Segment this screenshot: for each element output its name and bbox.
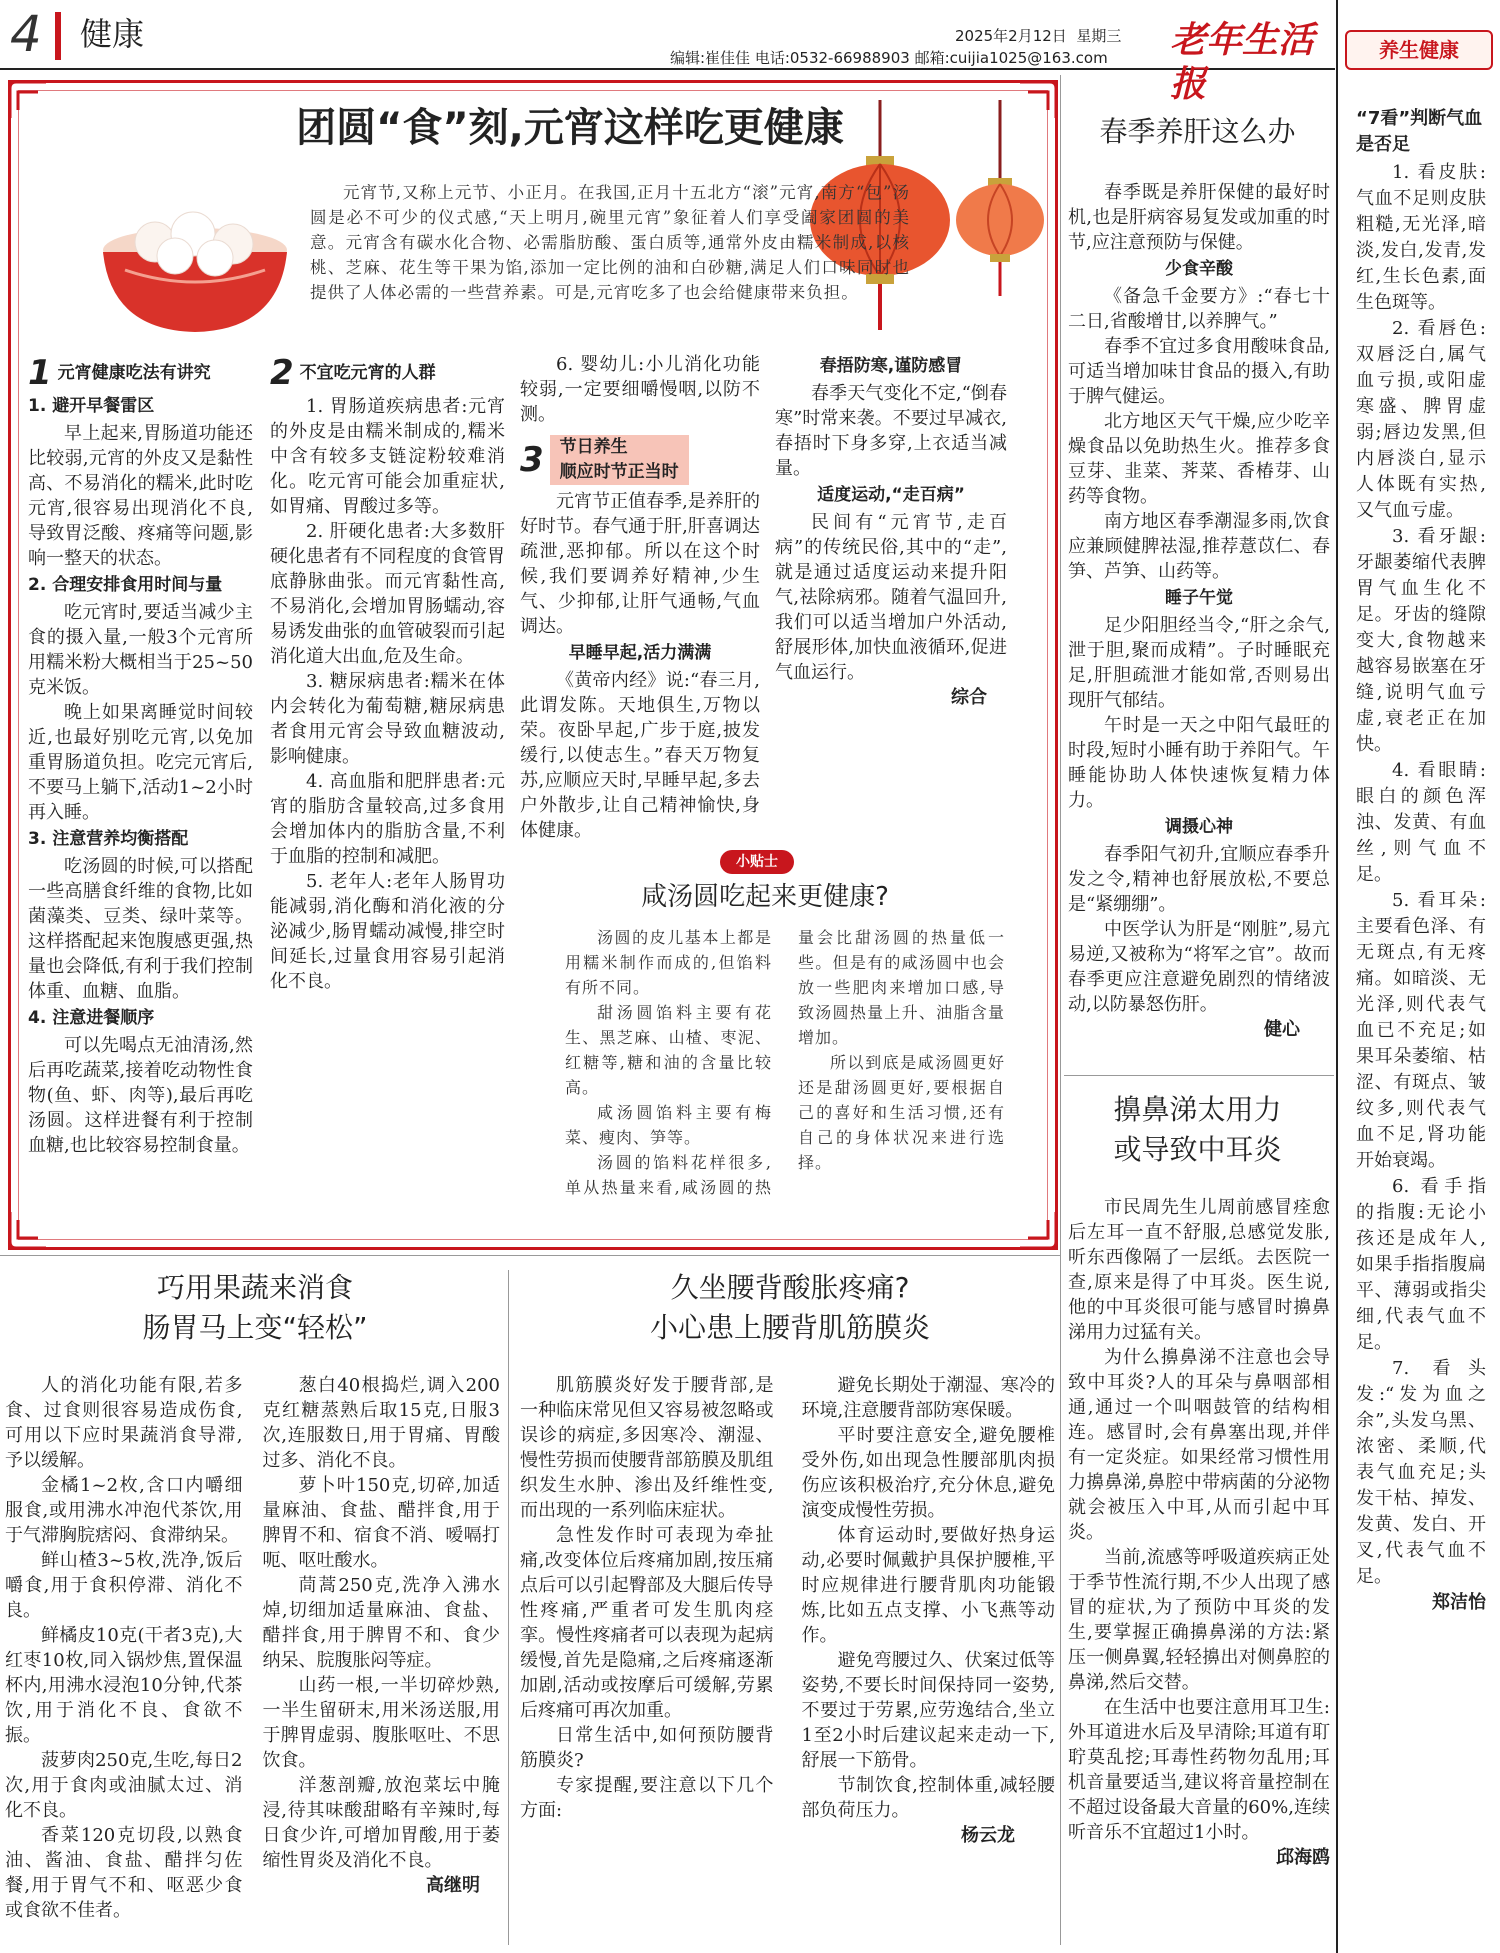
section-3-title-1: 节日养生 (559, 437, 628, 457)
s2-para-2: 2. 肝硬化患者:大多数肝硬化患者有不同程度的食管胃底静脉曲张。而元宵黏性高,不易消化,会增加胃肠蠕动,容易诱发曲张的血管破裂而引起消化道大出血,危及生命。 (270, 521, 505, 667)
page-number: 4 (10, 5, 42, 63)
divider-veg-back (508, 1270, 509, 1945)
sidebar-author: 郑洁怡 (1432, 1592, 1486, 1613)
back-title (520, 1268, 1060, 1348)
s1-subhead-3: 3. 注意营养均衡搭配 (28, 829, 189, 849)
veg-para-9: 茼蒿250克,洗净入沸水焯,切细加适量麻油、食盐、醋拌食,用于脾胃不和、食少纳呆、脘腹胀闷等症。 (262, 1575, 500, 1671)
veg-author: 高继明 (426, 1875, 480, 1896)
s3-subhead-b: 春捂防寒,谨防感冒 (819, 356, 963, 376)
veg-para-5: 菠萝肉250克,生吃,每日2次,用于食肉或油腻太过、消化不良。 (5, 1750, 243, 1821)
sidebar-article (1356, 106, 1486, 1946)
tips-para-5: 所以到底是咸汤圆更好还是甜汤圆更好,要根据自己的喜好和生活习惯,还有自己的身体状况来进行选择。 (798, 1053, 1005, 1172)
tips-para-4: 汤圆的馅料花样很多,单从热量来看,咸汤圆的热量会比甜汤圆的热量低一些。但是有的咸汤圆中也会放一些肥肉来增加口感,导致汤圆热量上升、油脂含量增加。 (565, 928, 1005, 1197)
liver-para-9: 中医学认为肝是“刚脏”,易亢易逆,又被称为“将军之官”。故而春季更应注意避免剧烈的情绪波动,以防暴怒伤肝。 (1068, 919, 1330, 1015)
back-article (520, 1373, 1055, 1948)
veg-para-1: 人的消化功能有限,若多食、过食则很容易造成伤食,可用以下应时果蔬消食导滞,予以缓解。 (5, 1375, 243, 1471)
s3-subhead-c: 适度运动,“走百病” (817, 485, 965, 505)
feature-col-2 (270, 352, 505, 1237)
sidebar-body (1356, 160, 1486, 1590)
sidebar-title: “7看”判断气血是否足 (1356, 108, 1483, 155)
divider-main-right (1060, 75, 1061, 1945)
liver-author: 健心 (1264, 1019, 1300, 1040)
s2-para-5: 5. 老年人:老年人肠胃功能减弱,消化酶和消化液的分泌减少,肠胃蠕动减慢,排空时间延长,过量食用容易引起消化不良。 (270, 871, 505, 992)
section-1-header (28, 353, 253, 393)
s3-para-b: 春季天气变化不定,“倒春寒”时常来袭。不要过早减衣,春捂时下身多穿,上衣适当减量。 (775, 383, 1007, 479)
divider-liver-nose (1064, 1075, 1334, 1076)
nose-para-4: 在生活中也要注意用耳卫生:外耳道进水后及早清除;耳道有耵聍莫乱挖;耳毒性药物勿乱用;耳机音量要适当,建议将音量控制在不超过设备最大音量的60%,连续听音乐不宜超过1小时。 (1068, 1697, 1330, 1843)
back-para-9: 节制饮食,控制体重,减轻腰部负荷压力。 (801, 1775, 1055, 1821)
back-author: 杨云龙 (961, 1825, 1015, 1846)
yuanxiao-bowl-illustration (95, 190, 295, 340)
veg-para-6: 香菜120克切段,以熟食油、酱油、食盐、醋拌匀佐餐,用于胃气不和、呕恶少食或食欲不佳者。 (5, 1825, 243, 1921)
liver-subhead-1: 少食辛酸 (1165, 259, 1233, 279)
feature-intro-text: 元宵节,又称上元节、小正月。在我国,正月十五北方“滚”元宵,南方“包”汤圆是必不可少的仪式感,“天上明月,碗里元宵”象征着人们享受阖家团圆的美意。元宵含有碳水化合物、必需脂肪酸、蛋白质等,通常外皮由糯米制成,以核桃、芝麻、花生等干果为馅,添加一定比例的油和白砂糖,满足人们口味同时也提供了人体必需的一些营养素。可是,元宵吃多了也会给健康带来负担。 (310, 183, 910, 302)
nose-para-3: 当前,流感等呼吸道疾病正处于季节性流行期,不少人出现了感冒的症状,为了预防中耳炎的发生,要掌握正确擤鼻涕的方法:紧压一侧鼻翼,轻轻擤出对侧鼻腔的鼻涕,然后交替。 (1068, 1547, 1330, 1693)
veg-title (20, 1268, 490, 1348)
tips-para-2: 甜汤圆馅料主要有花生、黑芝麻、山楂、枣泥、红糖等,糖和油的含量比较高。 (565, 1003, 772, 1097)
s1-para-2b: 晚上如果离睡觉时间较近,也最好别吃元宵,以免加重胃肠道负担。吃完元宵后,不要马上躺下,活动1~2小时再入睡。 (28, 702, 253, 823)
nose-article (1068, 1195, 1330, 1945)
s3-para-c: 民间有“元宵节,走百病”的传统民俗,其中的“走”,就是通过适度运动来提升阳气,祛除病邪。随着气温回升,我们可以适当增加户外活动,舒展形体,加快血液循环,促进气血运行。 (775, 512, 1007, 683)
s1-para-1: 早上起来,胃肠道功能还比较弱,元宵的外皮又是黏性高、不易消化的糯米,此时吃元宵,很容易出现消化不良,导致胃泛酸、疼痛等问题,影响一整天的状态。 (28, 423, 253, 569)
veg-para-7: 葱白40根捣烂,调入200克红糖蒸熟后取15克,日服3次,连服数日,用于胃痛、胃酸过多、消化不良。 (262, 1375, 500, 1471)
sidebar-para-7: 7. 看头发:“发为血之余”,头发乌黑、浓密、柔顺,代表气血充足;头发干枯、掉发、发黄、发白、开叉,代表气血不足。 (1356, 1358, 1486, 1587)
section-3-header (520, 435, 760, 485)
back-para-8: 避免弯腰过久、伏案过低等姿势,不要长时间保持同一姿势,不要过于劳累,应劳逸结合,坐立1至2小时后建议起来走动一下,舒展一下筋骨。 (801, 1650, 1055, 1771)
back-para-4: 专家提醒,要注意以下几个方面: (520, 1775, 774, 1821)
veg-body (5, 1373, 500, 1923)
s1-subhead-4: 4. 注意进餐顺序 (28, 1008, 155, 1028)
s3-intro: 元宵节正值春季,是养肝的好时节。春气通于肝,肝喜调达疏泄,恶抑郁。所以在这个时候,我们要调养好精神,少生气、少抑郁,让肝气通畅,气血调达。 (520, 491, 760, 637)
back-para-6: 平时要注意安全,避免腰椎受外伤,如出现急性腰部肌肉损伤应该积极治疗,充分休息,避免演变成慢性劳损。 (801, 1425, 1055, 1521)
liver-para-4: 北方地区天气干燥,应少吃辛燥食品以免助热生火。推荐多食豆芽、韭菜、荠菜、香椿芽、山药等食物。 (1068, 411, 1330, 507)
veg-title-line-2: 肠胃马上变“轻松” (142, 1311, 368, 1344)
liver-para-5: 南方地区春季潮湿多雨,饮食应兼顾健脾祛湿,推荐薏苡仁、春笋、芦笋、山药等。 (1068, 511, 1330, 582)
s3-author: 综合 (951, 687, 987, 708)
sidebar-para-6: 6. 看手指的指腹:无论小孩还是成年人,如果手指指腹扁平、薄弱或指尖细,代表气血不足。 (1356, 1176, 1486, 1353)
sidebar-para-2: 2. 看唇色:双唇泛白,属气血亏损,或阳虚寒盛、脾胃虚弱;唇边发黑,但内唇淡白,显示人体既有实热,又气血亏虚。 (1356, 318, 1486, 521)
back-para-5: 避免长期处于潮湿、寒冷的环境,注意腰背部防寒保暖。 (801, 1375, 1055, 1421)
s1-para-4: 可以先喝点无油清汤,然后再吃蔬菜,接着吃动物性食物(鱼、虾、肉等),最后再吃汤圆。这样进餐有利于控制血糖,也比较容易控制食量。 (28, 1035, 253, 1156)
liver-para-8: 春季阳气初升,宜顺应春季升发之令,精神也舒展放松,不要总是“紧绷绷”。 (1068, 844, 1330, 915)
frame-corner-tl (8, 80, 48, 120)
liver-para-2: 《备急千金要方》:“春七十二日,省酸增甘,以养脾气。” (1068, 286, 1330, 332)
liver-para-6: 足少阳胆经当令,“肝之余气,泄于胆,聚而成精”。子时睡眠充足,肝胆疏泄才能如常,否则易出现肝气郁结。 (1068, 615, 1330, 711)
section-3-number: 3 (520, 440, 544, 480)
s1-para-3: 吃汤圆的时候,可以搭配一些高膳食纤维的食物,比如菌藻类、豆类、绿叶菜等。这样搭配起来饱腹感更强,热量也会降低,有利于我们控制体重、血糖、血脂。 (28, 856, 253, 1002)
back-para-1: 肌筋膜炎好发于腰背部,是一种临床常见但又容易被忽略或误诊的病症,多因寒冷、潮湿、慢性劳损而使腰背部筋膜及肌组织发生水肿、渗出及纤维性变,而出现的一系列临床症状。 (520, 1375, 774, 1521)
s1-subhead-1: 1. 避开早餐雷区 (28, 396, 155, 416)
veg-para-2: 金橘1~2枚,含口内嚼细服食,或用沸水冲泡代茶饮,用于气滞胸脘痞闷、食滞纳呆。 (5, 1475, 243, 1546)
section-2-title: 不宜吃元宵的人群 (299, 362, 436, 383)
section-2-number: 2 (270, 353, 294, 393)
sidebar-tag-label: 养生健康 (1379, 37, 1459, 62)
veg-para-10: 山药一根,一半切碎炒熟,一半生留研末,用米汤送服,用于脾胃虚弱、腹胀呕吐、不思饮食。 (262, 1675, 500, 1771)
weekday-text: 星期三 (1076, 27, 1122, 45)
s2-para-6: 6. 婴幼儿:小儿消化功能较弱,一定要细嚼慢咽,以防不测。 (520, 354, 760, 425)
s1-subhead-2: 2. 合理安排食用时间与量 (28, 575, 223, 595)
section-2-header (270, 353, 505, 393)
date-text: 2025年2月12日 (955, 27, 1067, 45)
back-para-2: 急性发作时可表现为牵扯痛,改变体位后疼痛加剧,按压痛点后可以引起臀部及大腿后传导性疼痛,严重者可发生肌肉痉挛。慢性疼痛者可以表现为起病缓慢,首先是隐痛,之后疼痛逐渐加剧,活动或按摩后可缓解,劳累后疼痛可再次加重。 (520, 1525, 774, 1721)
liver-para-7: 午时是一天之中阳气最旺的时段,短时小睡有助于养阳气。午睡能协助人体快速恢复精力体力。 (1068, 715, 1330, 811)
masthead (0, 0, 1335, 105)
back-body (520, 1373, 1055, 1848)
s2-para-1: 1. 胃肠道疾病患者:元宵的外皮是由糯米制成的,糯米中含有较多支链淀粉较难消化。吃元宵可能会加重症状,如胃痛、胃酸过多等。 (270, 396, 505, 517)
nose-title-line-2: 或导致中耳炎 (1113, 1133, 1282, 1166)
liver-article (1068, 180, 1330, 1065)
s2-para-4: 4. 高血脂和肥胖患者:元宵的脂肪含量较高,过多食用会增加体内的脂肪含量,不利于血脂的控制和减肥。 (270, 771, 505, 867)
back-para-7: 体育运动时,要做好热身运动,必要时佩戴护具保护腰椎,平时应规律进行腰背肌肉功能锻炼,比如五点支撑、小飞燕等动作。 (801, 1525, 1055, 1646)
back-title-line-1: 久坐腰背酸胀疼痛? (670, 1271, 910, 1304)
editor-line: 编辑:崔佳佳 电话:0532-66988903 邮箱:cuijia1025@163.com (670, 49, 1108, 67)
liver-para-3: 春季不宜过多食用酸味食品,可适当增加味甘食品的摄入,有助于脾气健运。 (1068, 336, 1330, 407)
nose-title (1065, 1090, 1330, 1170)
section-3-title-2: 顺应时节正当时 (559, 462, 679, 482)
veg-para-4: 鲜橘皮10克(干者3克),大红枣10枚,同入锅炒焦,置保温杯内,用沸水浸泡10分钟,代茶饮,用于消化不良、食欲不振。 (5, 1625, 243, 1746)
veg-para-8: 萝卜叶150克,切碎,加适量麻油、食盐、醋拌食,用于脾胃不和、宿食不消、嗳嗝打呃、呕吐酸水。 (262, 1475, 500, 1571)
veg-para-11: 洋葱剖瓣,放泡菜坛中腌浸,待其味酸甜略有辛辣时,每日食少许,可增加胃酸,用于萎缩性胃炎及消化不良。 (262, 1775, 500, 1871)
sidebar-para-4: 4. 看眼睛:眼白的颜色浑浊、发黄、有血丝,则气血不足。 (1356, 760, 1486, 885)
paper-name-logo: 老年生活报 (1170, 19, 1315, 105)
nose-para-2: 为什么擤鼻涕不注意也会导致中耳炎?人的耳朵与鼻咽部相通,通过一个叫咽鼓管的结构相连。感冒时,会有鼻塞出现,并伴有一定炎症。如果经常习惯性用力擤鼻涕,鼻腔中带病菌的分泌物就会被压入中耳,从而引起中耳炎。 (1068, 1347, 1330, 1543)
veg-para-3: 鲜山楂3~5枚,洗净,饭后嚼食,用于食积停滞、消化不良。 (5, 1550, 243, 1621)
back-para-3: 日常生活中,如何预防腰背筋膜炎? (520, 1725, 774, 1771)
feature-col-3 (520, 352, 760, 842)
issue-date (955, 26, 1121, 46)
frame-corner-br (1018, 1210, 1058, 1250)
liver-para-1: 春季既是养肝保健的最好时机,也是肝病容易复发或加重的时节,应注意预防与保健。 (1068, 182, 1330, 253)
s1-para-2a: 吃元宵时,要适当减少主食的摄入量,一般3个元宵所用糯米粉大概相当于25~50克米饭。 (28, 602, 253, 698)
liver-subhead-2: 睡子午觉 (1165, 588, 1233, 608)
feature-col-1 (28, 352, 253, 1237)
sidebar-para-1: 1. 看皮肤:气血不足则皮肤粗糙,无光泽,暗淡,发白,发青,发红,生长色素,面生色斑等。 (1356, 162, 1486, 313)
tips-para-1: 汤圆的皮儿基本上都是用糯米制作而成的,但馅料有所不同。 (565, 928, 772, 997)
liver-subhead-3: 调摄心神 (1165, 817, 1233, 837)
feature-intro (310, 180, 910, 340)
veg-article (5, 1373, 500, 1948)
tips-para-3: 咸汤圆馅料主要有梅菜、瘦肉、笋等。 (565, 1103, 772, 1147)
feature-col-4 (775, 352, 1007, 842)
page-number-bar (55, 12, 61, 60)
s3-para-a: 《黄帝内经》说:“春三月,此谓发陈。天地俱生,万物以荣。夜卧早起,广步于庭,披发缓行,以使志生。”春天万物复苏,应顺应天时,早睡早起,多去户外散步,让自己精神愉快,身体健康。 (520, 670, 760, 841)
nose-author: 邱海鸥 (1276, 1847, 1330, 1868)
s2-para-3: 3. 糖尿病患者:糯米在体内会转化为葡萄糖,糖尿病患者食用元宵会导致血糖波动,影响健康。 (270, 671, 505, 767)
tips-tag: 小贴士 (720, 850, 794, 874)
divider-bottom (0, 1255, 1060, 1256)
back-title-line-2: 小心患上腰背肌筋膜炎 (649, 1311, 930, 1344)
tips-title: 咸汤圆吃起来更健康? (641, 882, 889, 912)
liver-title: 春季养肝这么办 (1099, 115, 1296, 148)
sidebar-divider (1336, 0, 1338, 1953)
veg-title-line-1: 巧用果蔬来消食 (156, 1271, 353, 1304)
section-1-number: 1 (28, 353, 52, 393)
section-1-title: 元宵健康吃法有讲究 (57, 362, 211, 383)
sidebar-tag (1345, 30, 1493, 70)
section-name: 健康 (80, 15, 145, 53)
s3-subhead-a: 早睡早起,活力满满 (568, 643, 712, 663)
nose-para-1: 市民周先生儿周前感冒痊愈后左耳一直不舒服,总感觉发胀,听东西像隔了一层纸。去医院一查,原来是得了中耳炎。医生说,他的中耳炎很可能与感冒时擤鼻涕用力过猛有关。 (1068, 1197, 1330, 1343)
sidebar-para-3: 3. 看牙龈:牙龈萎缩代表脾胃气血生化不足。牙齿的缝隙变大,食物越来越容易嵌塞在牙缝,说明气血亏虚,衰老正在加快。 (1356, 526, 1486, 755)
sidebar-para-5: 5. 看耳朵:主要看色泽、有无斑点,有无疼痛。如暗淡、无光泽,则代表气血已不充足;如果耳朵萎缩、枯涩、有斑点、皱纹多,则代表气血不足,肾功能开始衰竭。 (1356, 890, 1486, 1171)
nose-title-line-1: 擤鼻涕太用力 (1113, 1093, 1282, 1126)
tips-body (565, 925, 1005, 1230)
feature-title: 团圆“食”刻,元宵这样吃更健康 (296, 105, 844, 151)
